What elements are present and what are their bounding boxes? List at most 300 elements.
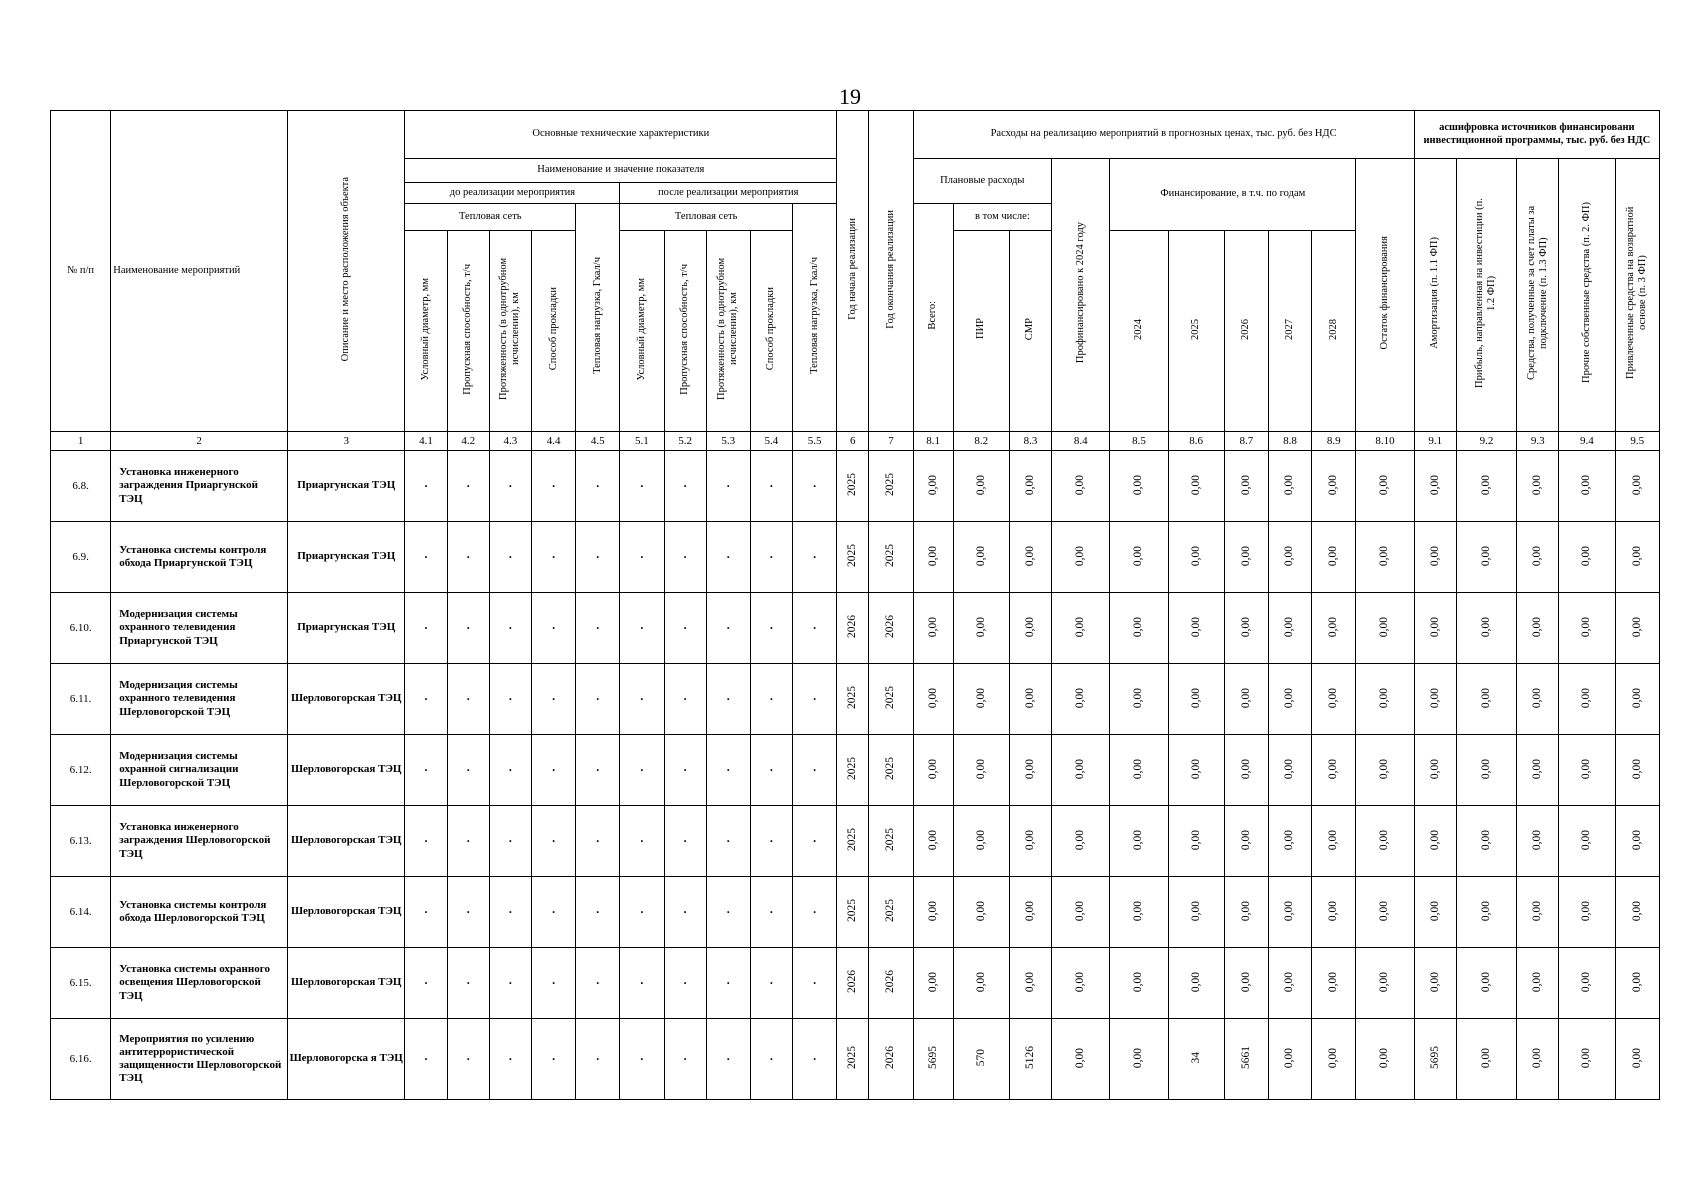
amount-value: 0,00 <box>1268 593 1311 664</box>
empty-value-dot: · <box>620 806 664 877</box>
amount-value: 0,00 <box>1110 522 1168 593</box>
column-number: 8.3 <box>1009 432 1051 451</box>
empty-value-dot: · <box>531 948 575 1019</box>
amount-value: 0,00 <box>953 522 1009 593</box>
empty-value-dot: · <box>793 735 837 806</box>
amount-value: 0,00 <box>1615 451 1659 522</box>
investment-program-table <box>50 110 1660 1100</box>
amount-value: 0,00 <box>1559 877 1615 948</box>
amount-value: 0,00 <box>953 877 1009 948</box>
amount-value: 0,00 <box>1615 735 1659 806</box>
year-end-value: 2026 <box>869 948 913 1019</box>
amount-value: 0,00 <box>1110 735 1168 806</box>
empty-value-dot: · <box>531 877 575 948</box>
empty-value-dot: · <box>664 664 706 735</box>
empty-value-dot: · <box>706 664 750 735</box>
amount-value: 0,00 <box>913 522 953 593</box>
amount-value: 0,00 <box>1312 664 1356 735</box>
column-number: 8.2 <box>953 432 1009 451</box>
empty-value-dot: · <box>531 806 575 877</box>
amount-value: 0,00 <box>1517 593 1559 664</box>
table-body <box>51 432 1660 1100</box>
amount-value: 0,00 <box>1168 664 1224 735</box>
table-row <box>51 593 1660 664</box>
row-number: 6.12. <box>51 735 111 806</box>
empty-value-dot: · <box>576 664 620 735</box>
empty-value-dot: · <box>750 877 792 948</box>
amount-value: 0,00 <box>1052 948 1110 1019</box>
amount-value: 0,00 <box>1356 664 1414 735</box>
amount-value: 0,00 <box>1456 593 1516 664</box>
empty-value-dot: · <box>706 522 750 593</box>
source-connection-fee-header: Средства, полученные за счет платы за подключение (п. 1.3 ФП) <box>1517 159 1559 432</box>
column-number: 8.5 <box>1110 432 1168 451</box>
empty-value-dot: · <box>793 593 837 664</box>
empty-value-dot: · <box>531 664 575 735</box>
table-header <box>51 111 1660 432</box>
year-2027-header: 2027 <box>1268 231 1311 432</box>
empty-value-dot: · <box>447 735 489 806</box>
smr-header: СМР <box>1009 231 1051 432</box>
row-number: 6.13. <box>51 806 111 877</box>
expenses-group-header: Расходы на реализацию мероприятий в прогнозных ценах, тыс. руб. без НДС <box>913 111 1414 159</box>
amount-value: 0,00 <box>1052 593 1110 664</box>
column-number: 1 <box>51 432 111 451</box>
empty-value-dot: · <box>664 451 706 522</box>
empty-value-dot: · <box>405 593 447 664</box>
empty-value-dot: · <box>531 451 575 522</box>
empty-value-dot: · <box>405 735 447 806</box>
amount-value: 0,00 <box>1168 806 1224 877</box>
amount-value: 0,00 <box>1268 877 1311 948</box>
empty-value-dot: · <box>489 522 531 593</box>
amount-value: 5695 <box>913 1019 953 1100</box>
object-location: Шерловогорская ТЭЦ <box>287 664 404 735</box>
after-header: после реализации мероприятия <box>620 183 837 204</box>
amount-value: 0,00 <box>1456 451 1516 522</box>
amount-value: 0,00 <box>1356 735 1414 806</box>
empty-value-dot: · <box>620 451 664 522</box>
year-end-value: 2026 <box>869 593 913 664</box>
amount-value: 0,00 <box>1224 948 1268 1019</box>
amount-value: 0,00 <box>1615 1019 1659 1100</box>
amount-value: 0,00 <box>1224 593 1268 664</box>
year-start-value: 2025 <box>837 1019 869 1100</box>
amount-value: 0,00 <box>1559 1019 1615 1100</box>
measure-name: Установка системы контроля обхода Приаргунской ТЭЦ <box>111 522 288 593</box>
empty-value-dot: · <box>576 593 620 664</box>
empty-value-dot: · <box>620 664 664 735</box>
amount-value: 0,00 <box>1009 522 1051 593</box>
heat-load-before-header: Тепловая нагрузка, Гкал/ч <box>576 204 620 432</box>
amount-value: 0,00 <box>1224 735 1268 806</box>
empty-value-dot: · <box>405 1019 447 1100</box>
row-number: 6.14. <box>51 877 111 948</box>
amount-value: 0,00 <box>953 664 1009 735</box>
amount-value: 0,00 <box>1052 877 1110 948</box>
table-row <box>51 806 1660 877</box>
empty-value-dot: · <box>620 948 664 1019</box>
year-end-value: 2025 <box>869 451 913 522</box>
table-row <box>51 1019 1660 1100</box>
empty-value-dot: · <box>576 735 620 806</box>
amount-value: 0,00 <box>1110 877 1168 948</box>
amount-value: 0,00 <box>1414 522 1456 593</box>
empty-value-dot: · <box>664 948 706 1019</box>
empty-value-dot: · <box>531 1019 575 1100</box>
year-end-value: 2025 <box>869 522 913 593</box>
amount-value: 0,00 <box>1110 451 1168 522</box>
amount-value: 0,00 <box>1356 1019 1414 1100</box>
amount-value: 0,00 <box>1356 593 1414 664</box>
empty-value-dot: · <box>405 522 447 593</box>
amount-value: 0,00 <box>913 664 953 735</box>
amount-value: 0,00 <box>1356 806 1414 877</box>
column-number: 9.5 <box>1615 432 1659 451</box>
amount-value: 0,00 <box>1414 806 1456 877</box>
amount-value: 0,00 <box>913 735 953 806</box>
amount-value: 0,00 <box>1268 735 1311 806</box>
amount-value: 0,00 <box>1559 522 1615 593</box>
amount-value: 0,00 <box>1224 522 1268 593</box>
diameter-before-header: Условный диаметр, мм <box>405 231 447 432</box>
measure-name: Модернизация системы охранной сигнализации Шерловогорской ТЭЦ <box>111 735 288 806</box>
amount-value: 0,00 <box>1224 806 1268 877</box>
column-number: 8.7 <box>1224 432 1268 451</box>
amount-value: 0,00 <box>1517 806 1559 877</box>
column-number: 4.1 <box>405 432 447 451</box>
amount-value: 0,00 <box>1414 735 1456 806</box>
empty-value-dot: · <box>531 735 575 806</box>
amount-value: 0,00 <box>1517 735 1559 806</box>
tech-group-header: Основные технические характеристики <box>405 111 837 159</box>
column-number: 5.4 <box>750 432 792 451</box>
empty-value-dot: · <box>447 948 489 1019</box>
amount-value: 0,00 <box>1312 877 1356 948</box>
object-location: Шерловогорская ТЭЦ <box>287 948 404 1019</box>
empty-value-dot: · <box>489 451 531 522</box>
amount-value: 0,00 <box>1456 735 1516 806</box>
empty-value-dot: · <box>576 522 620 593</box>
amount-value: 0,00 <box>1356 522 1414 593</box>
empty-value-dot: · <box>620 1019 664 1100</box>
amount-value: 0,00 <box>1456 948 1516 1019</box>
empty-value-dot: · <box>620 522 664 593</box>
amount-value: 0,00 <box>1356 451 1414 522</box>
amount-value: 0,00 <box>1615 593 1659 664</box>
table-row <box>51 522 1660 593</box>
capacity-after-header: Пропускная способность, т/ч <box>664 231 706 432</box>
empty-value-dot: · <box>620 735 664 806</box>
empty-value-dot: · <box>706 1019 750 1100</box>
amount-value: 0,00 <box>913 806 953 877</box>
empty-value-dot: · <box>793 522 837 593</box>
amount-value: 0,00 <box>913 593 953 664</box>
empty-value-dot: · <box>447 806 489 877</box>
table-row <box>51 451 1660 522</box>
amount-value: 0,00 <box>1456 806 1516 877</box>
amount-value: 0,00 <box>1559 451 1615 522</box>
column-number: 4.3 <box>489 432 531 451</box>
empty-value-dot: · <box>664 522 706 593</box>
including-header: в том числе: <box>953 204 1051 231</box>
amount-value: 0,00 <box>1052 1019 1110 1100</box>
empty-value-dot: · <box>793 877 837 948</box>
total-header: Всего: <box>913 204 953 432</box>
amount-value: 0,00 <box>913 877 953 948</box>
amount-value: 0,00 <box>1414 877 1456 948</box>
amount-value: 0,00 <box>1615 877 1659 948</box>
empty-value-dot: · <box>576 806 620 877</box>
length-before-header: Протяженность (в однотрубном исчислении), км <box>489 231 531 432</box>
amount-value: 0,00 <box>1517 522 1559 593</box>
amount-value: 0,00 <box>1559 593 1615 664</box>
column-number: 9.4 <box>1559 432 1615 451</box>
empty-value-dot: · <box>489 735 531 806</box>
column-number: 8.6 <box>1168 432 1224 451</box>
empty-value-dot: · <box>793 451 837 522</box>
empty-value-dot: · <box>447 664 489 735</box>
year-end-value: 2026 <box>869 1019 913 1100</box>
amount-value: 0,00 <box>1414 451 1456 522</box>
empty-value-dot: · <box>706 451 750 522</box>
amount-value: 0,00 <box>1517 1019 1559 1100</box>
year-start-value: 2025 <box>837 735 869 806</box>
amount-value: 0,00 <box>1168 593 1224 664</box>
page-number: 19 <box>839 84 861 109</box>
empty-value-dot: · <box>489 593 531 664</box>
row-number: 6.15. <box>51 948 111 1019</box>
col-no-header: № п/п <box>51 111 111 432</box>
amount-value: 0,00 <box>1268 522 1311 593</box>
source-depreciation-header: Амортизация (п. 1.1 ФП) <box>1414 159 1456 432</box>
amount-value: 0,00 <box>1312 806 1356 877</box>
amount-value: 0,00 <box>913 451 953 522</box>
amount-value: 0,00 <box>1268 451 1311 522</box>
laying-after-header: Способ прокладки <box>750 231 792 432</box>
amount-value: 0,00 <box>1052 806 1110 877</box>
year-end-value: 2025 <box>869 806 913 877</box>
amount-value: 0,00 <box>1009 593 1051 664</box>
row-number: 6.8. <box>51 451 111 522</box>
col-name-header: Наименование мероприятий <box>111 111 288 432</box>
object-location: Шерловогорска я ТЭЦ <box>287 1019 404 1100</box>
amount-value: 0,00 <box>1517 664 1559 735</box>
empty-value-dot: · <box>447 451 489 522</box>
source-own-funds-header: Прочие собственные средства (п. 2. ФП) <box>1559 159 1615 432</box>
empty-value-dot: · <box>620 877 664 948</box>
year-start-value: 2025 <box>837 806 869 877</box>
amount-value: 0,00 <box>1517 948 1559 1019</box>
year-start-value: 2025 <box>837 664 869 735</box>
amount-value: 0,00 <box>1168 735 1224 806</box>
amount-value: 0,00 <box>1559 806 1615 877</box>
empty-value-dot: · <box>750 948 792 1019</box>
empty-value-dot: · <box>750 451 792 522</box>
amount-value: 0,00 <box>1224 451 1268 522</box>
amount-value: 0,00 <box>1110 593 1168 664</box>
amount-value: 5695 <box>1414 1019 1456 1100</box>
amount-value: 0,00 <box>1168 948 1224 1019</box>
amount-value: 0,00 <box>1268 948 1311 1019</box>
column-number: 8.9 <box>1312 432 1356 451</box>
amount-value: 0,00 <box>1356 948 1414 1019</box>
before-header: до реализации мероприятия <box>405 183 620 204</box>
empty-value-dot: · <box>664 877 706 948</box>
column-number: 9.1 <box>1414 432 1456 451</box>
column-number: 5.2 <box>664 432 706 451</box>
amount-value: 0,00 <box>1456 877 1516 948</box>
amount-value: 0,00 <box>953 593 1009 664</box>
column-number: 6 <box>837 432 869 451</box>
table-row <box>51 877 1660 948</box>
amount-value: 0,00 <box>1312 593 1356 664</box>
column-number: 4.5 <box>576 432 620 451</box>
year-2025-header: 2025 <box>1168 231 1224 432</box>
empty-value-dot: · <box>489 664 531 735</box>
year-end-header: Год окончания реализации <box>869 111 913 432</box>
column-number: 9.3 <box>1517 432 1559 451</box>
amount-value: 0,00 <box>1312 451 1356 522</box>
empty-value-dot: · <box>576 451 620 522</box>
column-number: 4.2 <box>447 432 489 451</box>
year-start-header: Год начала реализации <box>837 111 869 432</box>
empty-value-dot: · <box>447 1019 489 1100</box>
sources-group-header: асшифровка источников финансировани инвестиционной программы, тыс. руб. без НДС <box>1414 111 1659 159</box>
amount-value: 5661 <box>1224 1019 1268 1100</box>
empty-value-dot: · <box>793 948 837 1019</box>
column-number: 3 <box>287 432 404 451</box>
year-start-value: 2026 <box>837 593 869 664</box>
empty-value-dot: · <box>750 593 792 664</box>
empty-value-dot: · <box>531 522 575 593</box>
laying-before-header: Способ прокладки <box>531 231 575 432</box>
amount-value: 0,00 <box>1052 735 1110 806</box>
column-number: 4.4 <box>531 432 575 451</box>
amount-value: 0,00 <box>1168 522 1224 593</box>
amount-value: 0,00 <box>1052 664 1110 735</box>
diameter-after-header: Условный диаметр, мм <box>620 231 664 432</box>
empty-value-dot: · <box>405 451 447 522</box>
empty-value-dot: · <box>706 877 750 948</box>
column-number: 8.1 <box>913 432 953 451</box>
empty-value-dot: · <box>664 593 706 664</box>
year-2024-header: 2024 <box>1110 231 1168 432</box>
amount-value: 0,00 <box>1268 1019 1311 1100</box>
table-row <box>51 735 1660 806</box>
amount-value: 0,00 <box>1414 593 1456 664</box>
year-start-value: 2025 <box>837 522 869 593</box>
empty-value-dot: · <box>447 593 489 664</box>
measure-name: Установка системы охранного освещения Шерловогорской ТЭЦ <box>111 948 288 1019</box>
table-row <box>51 948 1660 1019</box>
column-number: 2 <box>111 432 288 451</box>
empty-value-dot: · <box>706 948 750 1019</box>
amount-value: 0,00 <box>953 451 1009 522</box>
amount-value: 0,00 <box>1559 735 1615 806</box>
amount-value: 0,00 <box>1559 948 1615 1019</box>
year-start-value: 2025 <box>837 451 869 522</box>
empty-value-dot: · <box>750 1019 792 1100</box>
remaining-header: Остаток финансирования <box>1356 159 1414 432</box>
amount-value: 0,00 <box>1052 451 1110 522</box>
amount-value: 0,00 <box>1517 451 1559 522</box>
planned-header: Плановые расходы <box>913 159 1052 204</box>
column-number: 5.3 <box>706 432 750 451</box>
amount-value: 0,00 <box>1009 664 1051 735</box>
empty-value-dot: · <box>664 806 706 877</box>
year-end-value: 2025 <box>869 877 913 948</box>
empty-value-dot: · <box>576 948 620 1019</box>
empty-value-dot: · <box>793 1019 837 1100</box>
empty-value-dot: · <box>706 806 750 877</box>
amount-value: 0,00 <box>1456 1019 1516 1100</box>
column-number: 8.8 <box>1268 432 1311 451</box>
year-end-value: 2025 <box>869 735 913 806</box>
amount-value: 0,00 <box>1224 877 1268 948</box>
amount-value: 0,00 <box>1615 948 1659 1019</box>
measure-name: Установка инженерного заграждения Шерловогорской ТЭЦ <box>111 806 288 877</box>
column-number: 8.4 <box>1052 432 1110 451</box>
source-borrowed-header: Привлеченные средства на возвратной основе (п. 3 ФП) <box>1615 159 1659 432</box>
amount-value: 0,00 <box>1009 806 1051 877</box>
network-before-header: Тепловая сеть <box>405 204 576 231</box>
empty-value-dot: · <box>405 877 447 948</box>
amount-value: 5126 <box>1009 1019 1051 1100</box>
amount-value: 0,00 <box>1110 948 1168 1019</box>
measure-name: Модернизация системы охранного телевидения Приаргунской ТЭЦ <box>111 593 288 664</box>
amount-value: 0,00 <box>1312 522 1356 593</box>
measure-name: Модернизация системы охранного телевидения Шерловогорской ТЭЦ <box>111 664 288 735</box>
amount-value: 0,00 <box>953 948 1009 1019</box>
network-after-header: Тепловая сеть <box>620 204 793 231</box>
source-profit-header: Прибыль, направленная на инвестиции (п. 1.2 ФП) <box>1456 159 1516 432</box>
amount-value: 34 <box>1168 1019 1224 1100</box>
amount-value: 0,00 <box>1456 664 1516 735</box>
row-number: 6.11. <box>51 664 111 735</box>
empty-value-dot: · <box>576 1019 620 1100</box>
amount-value: 0,00 <box>1168 877 1224 948</box>
amount-value: 0,00 <box>1009 877 1051 948</box>
column-number: 8.10 <box>1356 432 1414 451</box>
empty-value-dot: · <box>405 664 447 735</box>
amount-value: 0,00 <box>1456 522 1516 593</box>
amount-value: 0,00 <box>1052 522 1110 593</box>
empty-value-dot: · <box>750 664 792 735</box>
indicator-group-header: Наименование и значение показателя <box>405 159 837 183</box>
year-2026-header: 2026 <box>1224 231 1268 432</box>
empty-value-dot: · <box>576 877 620 948</box>
column-number: 5.1 <box>620 432 664 451</box>
pir-header: ПИР <box>953 231 1009 432</box>
amount-value: 0,00 <box>953 806 1009 877</box>
empty-value-dot: · <box>447 522 489 593</box>
empty-value-dot: · <box>489 806 531 877</box>
amount-value: 0,00 <box>1615 522 1659 593</box>
amount-value: 0,00 <box>1110 1019 1168 1100</box>
empty-value-dot: · <box>750 522 792 593</box>
heat-load-after-header: Тепловая нагрузка, Гкал/ч <box>793 204 837 432</box>
amount-value: 0,00 <box>1224 664 1268 735</box>
amount-value: 0,00 <box>1268 806 1311 877</box>
object-location: Приаргунская ТЭЦ <box>287 593 404 664</box>
empty-value-dot: · <box>750 806 792 877</box>
object-location: Приаргунская ТЭЦ <box>287 451 404 522</box>
amount-value: 0,00 <box>1615 664 1659 735</box>
year-end-value: 2025 <box>869 664 913 735</box>
empty-value-dot: · <box>405 806 447 877</box>
year-start-value: 2025 <box>837 877 869 948</box>
